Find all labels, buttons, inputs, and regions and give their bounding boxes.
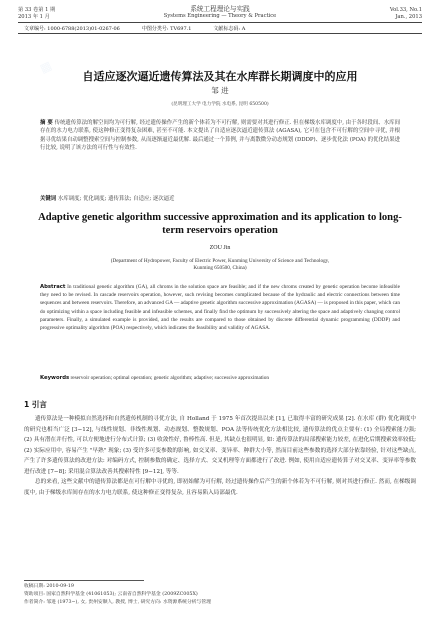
header-center [18,6,422,19]
abstract-en-text: In traditional genetic algorithm (GA), all chroms in the solution space are feasible; and if the new chroms created by genetic operation become infeasible they need to be revised. In cascade reservoirs operation, however, such revising becomes complicated because of the hydraulic and electric connections between time sequences and between reservoirs. Therefore, an advanced GA — adaptive genetic algorithm successive approximation (AGASA) — is proposed in this paper, which can do optimizing within a space including feasible and infeasible schemes, and finally find the optimum by successively altering the space and adaptively changing control parameters. Finally, a simulated example is provided, and the results are compared to those obtained by discrete differential dynamic programming (DDDP) and progressive optimality algorithm (POA) respectively, which indicates the feasibility and validity of AGASA. [40,284,401,332]
classification-number: 中图分类号: TV697.1 [141,26,192,32]
header-date-en: Jan., 2013 [395,13,422,20]
footnote-rule [24,580,144,581]
abstract-cn [40,119,400,153]
journal-name-cn: 系统工程理论与实践 [190,5,250,13]
intro-paragraph-1: 遗传算法是一种模拟自然选择和自然遗传机制的寻优方法, 自 Holland 于 1975 年首次提出以来 [1], 已取得丰富的研究成果 [2]. 在水库 (群) 优化调度中的研究也相当广泛 [3−12], 与线性规划、非线性规划、动态规划、整数规划、POA 法等传统优化方法相比较, 遗传算法的优点主要有: (1) 全局搜索能力强; (2) 具有潜在并行性, 可以方便地进行分布式计算; (3) 收敛性好, 鲁棒性高. 但是, 其缺点也很明显, 如: 遗传算法的局部搜索能力较差, 在进化后期搜索效率较低; (2) 实际应用中, 容易产生 "早熟" 现象; (3) 受许多可变参数的影响, 如交叉率、变异率、种群大小等, 然而目前这些参数的选择大部分依靠经验, 针对这些缺点, 产生了许多遗传算法的改进方法: 对编码方式, 控制参数的确定、选择方式、交叉机理等方面都进行了改进. 例如, 使用自适应遗传算子对交叉率、变异率等参数进行改进 [7−8]; 采用混合算法改善其搜索特性 [9−12], 等等. [24,416,416,475]
header-right [390,7,422,20]
abstract-cn-text: 传统遗传算法的解空间均为可行解, 经过遗传操作产生的新个体若为不可行解, 则需要对其进行修正. 但在梯级水库调度中, 由于各时段间、水库间存在的水力电力联系, 使这种修正变得复杂困难, 甚至不可能. 本文提出了自适应逐次逼近遗传算法 (AGASA), 它可在包含不可行解的空间中寻优, 并根据寻优结果自动调整搜索空间与控制参数, 从而逐渐逼近最优解. 最后通过一个算例, 并与离散微分动态规划 (DDDP)、逐步优化法 (POA) 的优化结果进行比较, 说明了该方法的可行性与有效性. [40,120,400,152]
article-meta [24,25,416,32]
header-volume-cn: 第 33 卷第 1 期 [18,7,56,13]
meta-rule [18,33,422,34]
header-rule [18,22,422,23]
paper-title-cn: 自适应逐次逼近遗传算法及其在水库群长期调度中的应用 [82,70,358,83]
journal-name-en: Systems Engineering — Theory & Practice [163,12,277,19]
header-volume-en: Vol.33, No.1 [389,7,422,13]
document-code: 文献标志码: A [213,26,246,32]
affiliation-en: (Department of Hydropower, Faculty of Electric Power, Kunming University of Science and Technology, Kunming 650500, China) [110,258,330,271]
affiliation-cn: (昆明理工大学 电力学院 水电系, 昆明 650500) [171,102,269,107]
abstract-en [40,283,400,332]
intro-paragraph-2: 总的来看, 这些文献中的遗传算法都是在可行解中寻优的, 即初始解为可行解, 经过遗传操作后产生的新个体若为不可行解, 则对其进行修正. 然而, 在梯级调度中, 由于梯级水库间存在的水力电力联系, 使这种修正变得复杂, 且容易陷入局部最优. [24,479,416,496]
keywords-en-label: Keywords [40,375,70,381]
article-number: 文章编号: 1000-6788(2013)01-0267-06 [24,26,120,32]
paper-title-en: Adaptive genetic algorithm successive approximation and its application to long-term reservoirs operation [38,212,402,236]
section-heading-intro: 1 引言 [24,400,47,409]
footnote-received-date: 收稿日期: 2010-09-19 [24,584,74,589]
footnote-author-bio: 作者简介: 邹进 (1973−), 女, 贵州安顺人, 教授, 博士, 研究方向: 水资源系统分析与管理 [24,600,211,605]
header-date-cn: 2013 年 1 月 [18,13,50,20]
intro-body [24,414,416,498]
keywords-cn [40,195,400,203]
abstract-cn-label: 摘 要 [40,120,53,126]
keywords-cn-text: 水库调度; 优化调度; 遗传算法; 自适应; 逐次逼近 [57,196,175,202]
footnotes [24,583,416,607]
author-en: ZOU Jin [209,245,231,251]
abstract-en-label: Abstract [40,284,66,290]
keywords-en-text: reservoir operation; optimal operation; genetic algorithm; adaptive; successive approximation [70,375,270,381]
watermark: ▦ [37,58,54,76]
author-cn: 邹 进 [211,86,229,95]
keywords-cn-label: 关键词 [40,196,57,202]
keywords-en [40,374,400,382]
footnote-funding: 资助项目: 国家自然科学基金 (41061053); 云南省自然科学基金 (2009ZC005X) [24,592,198,597]
